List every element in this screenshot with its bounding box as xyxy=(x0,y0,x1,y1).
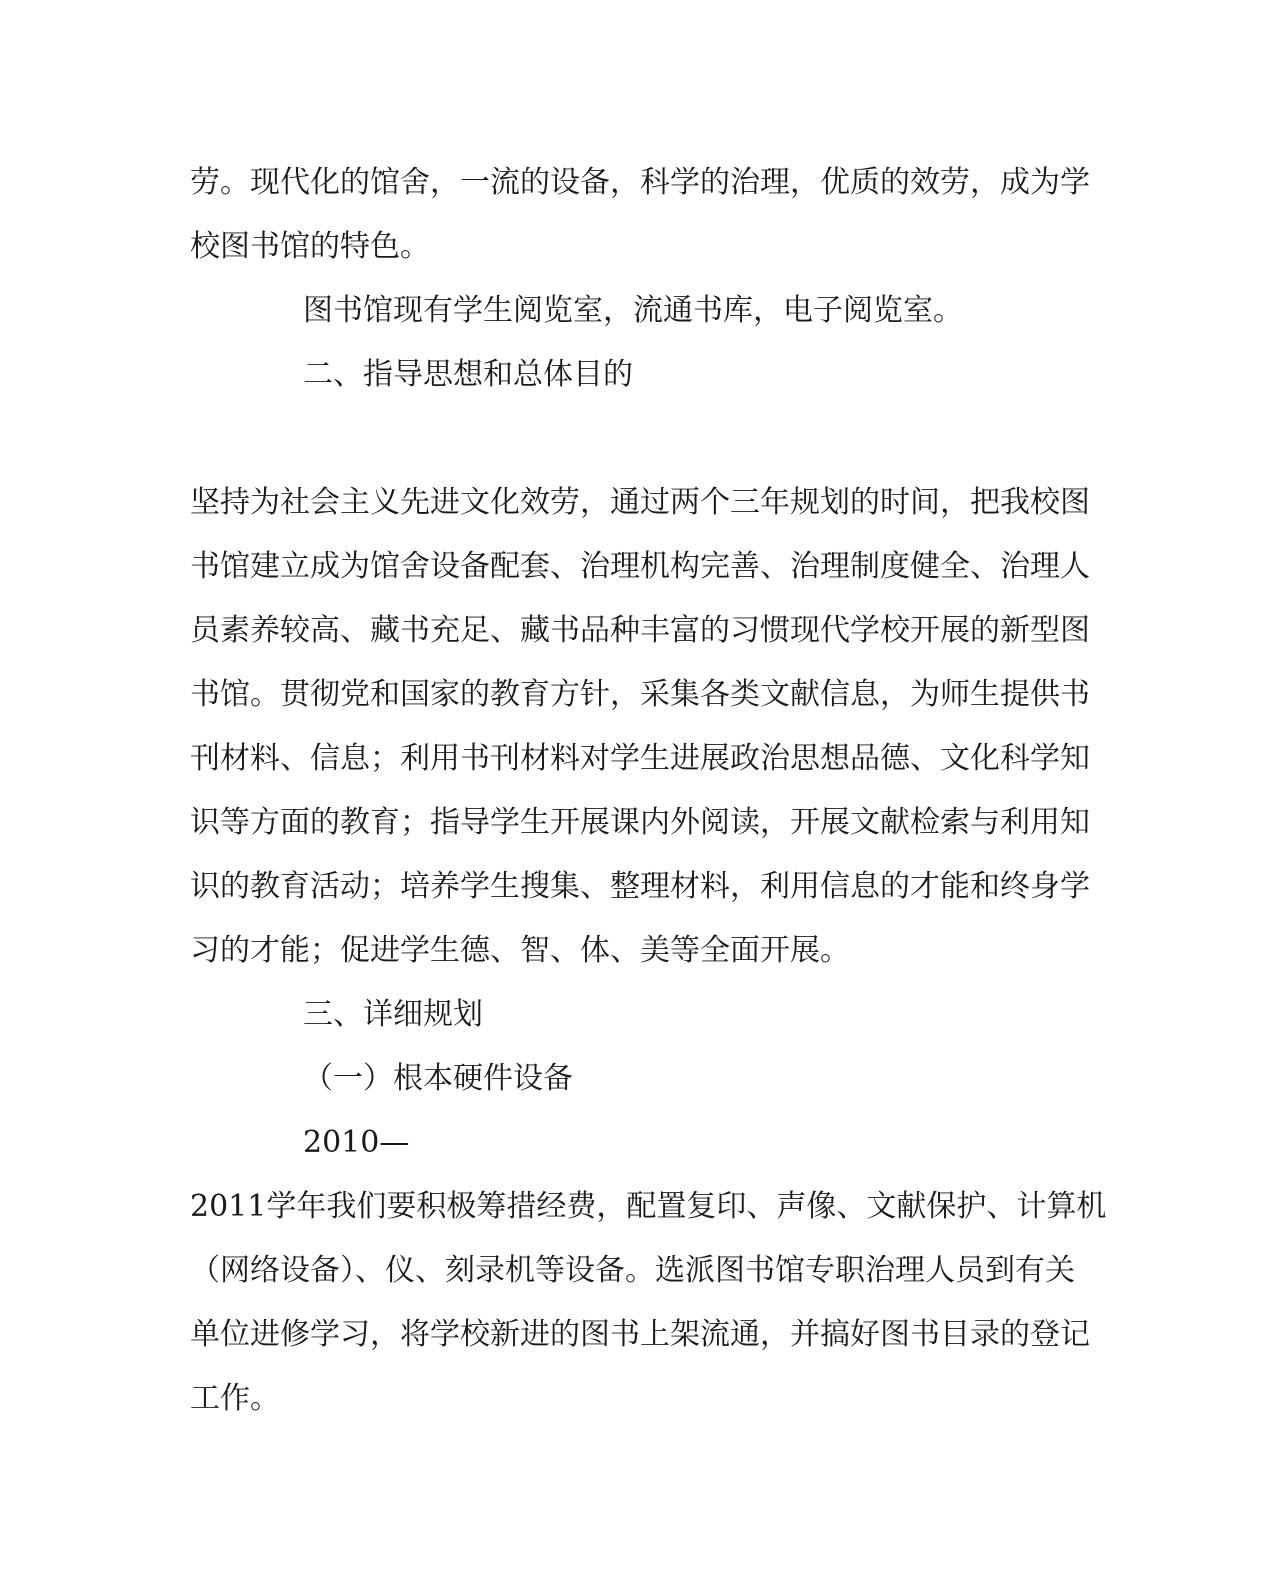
section-heading: 二、指导思想和总体目的 xyxy=(303,357,633,392)
paragraph-line: 习的才能；促进学生德、智、体、美等全面开展。 xyxy=(190,933,850,968)
paragraph-line: 识的教育活动；培养学生搜集、整理材料，利用信息的才能和终身学 xyxy=(190,869,1090,904)
paragraph-line: 2010— xyxy=(303,1125,410,1160)
subsection-heading: （一）根本硬件设备 xyxy=(303,1061,573,1096)
paragraph-line: 书馆建立成为馆舍设备配套、治理机构完善、治理制度健全、治理人 xyxy=(190,549,1090,584)
paragraph-line: 坚持为社会主义先进文化效劳，通过两个三年规划的时间，把我校图 xyxy=(190,485,1090,520)
paragraph-line: 图书馆现有学生阅览室，流通书库，电子阅览室。 xyxy=(303,293,963,328)
section-heading: 三、详细规划 xyxy=(303,997,483,1032)
paragraph-line: 劳。现代化的馆舍，一流的设备，科学的治理，优质的效劳，成为学 xyxy=(190,165,1090,200)
paragraph-line: 校图书馆的特色。 xyxy=(190,229,430,264)
paragraph-line: 2011学年我们要积极筹措经费，配置复印、声像、文献保护、计算机 xyxy=(190,1189,1107,1224)
paragraph-line: 书馆。贯彻党和国家的教育方针，采集各类文献信息，为师生提供书 xyxy=(190,677,1090,712)
paragraph-line: 单位进修学习，将学校新进的图书上架流通，并搞好图书目录的登记 xyxy=(190,1317,1090,1352)
paragraph-line: 工作。 xyxy=(190,1381,280,1416)
paragraph-line: （网络设备）、仪、刻录机等设备。选派图书馆专职治理人员到有关 xyxy=(190,1253,1075,1288)
paragraph-line: 刊材料、信息；利用书刊材料对学生进展政治思想品德、文化科学知 xyxy=(190,741,1090,776)
paragraph-line: 员素养较高、藏书充足、藏书品种丰富的习惯现代学校开展的新型图 xyxy=(190,613,1090,648)
paragraph-line: 识等方面的教育；指导学生开展课内外阅读，开展文献检索与利用知 xyxy=(190,805,1090,840)
